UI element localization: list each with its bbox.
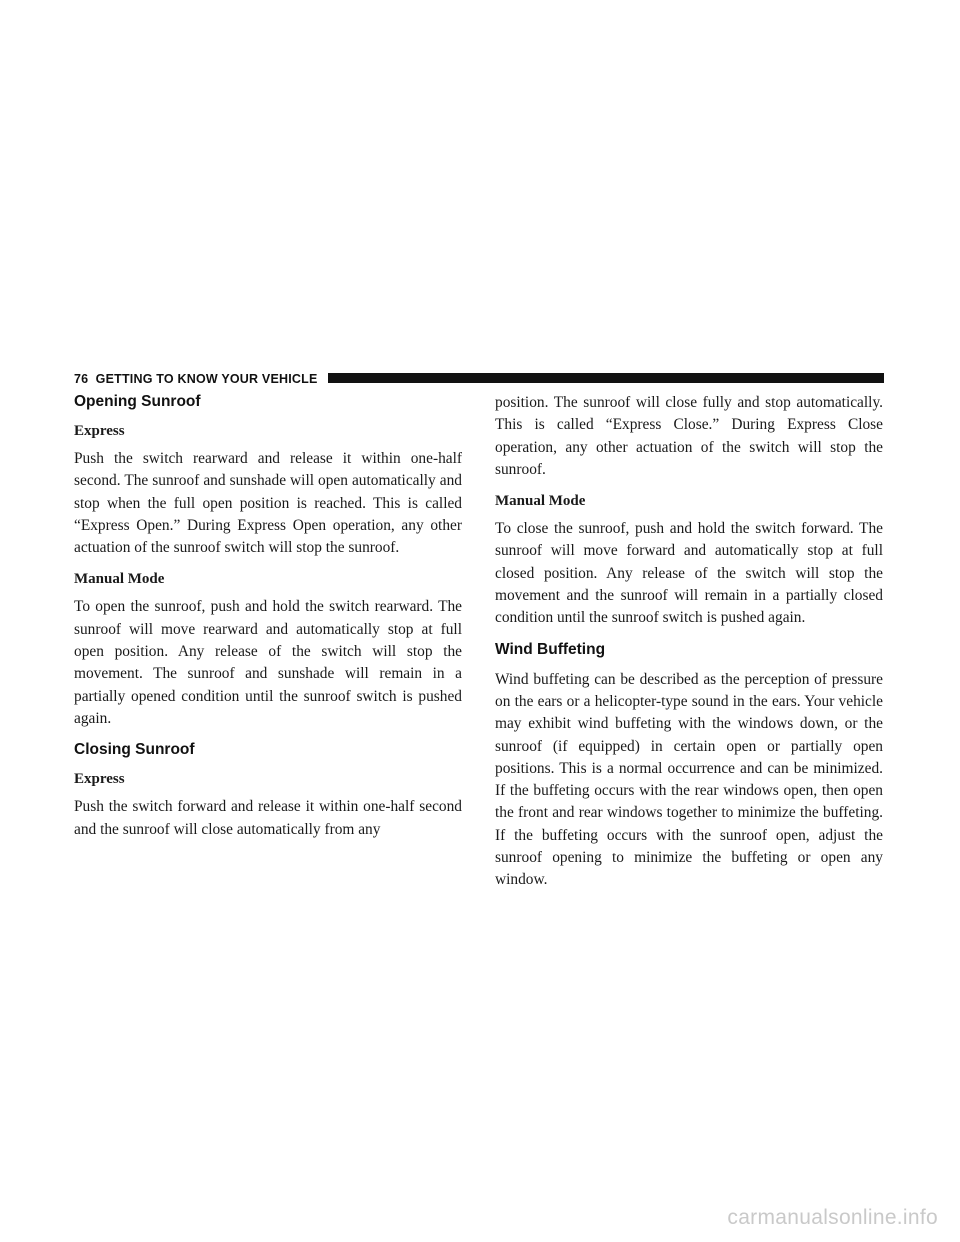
closing-express-text-start: Push the switch forward and release it within one-half second and the sunroof will close automatically from any — [74, 798, 462, 838]
opening-express-label: Express — [74, 423, 125, 439]
closing-express-label: Express — [74, 771, 125, 788]
page-number: 76 — [74, 372, 89, 386]
opening-manual-label: Manual Mode — [74, 571, 165, 588]
header-section-title: GETTING TO KNOW YOUR VEHICLE — [95, 372, 318, 386]
opening-sunroof-heading: Opening Sunroof — [74, 393, 201, 410]
opening-manual-text: To open the sunroof, push and hold the switch rearward. The sunroof will move rearward and automatically stop at full open position. Any release of the switch will stop the movement. The sunroof and sunshade will remain in a partially opened condition until the sunroof switch is pushed again. — [74, 598, 462, 727]
closing-manual-label: Manual Mode — [495, 493, 586, 510]
wind-buffeting-text: Wind buffeting can be described as the perception of pressure on the ears or a helicopter-type sound in the ears. Your vehicle may exhibit wind buffeting with the windows down, or the sunroof (if equipped) in certain open or partially open positions. This is a normal occurrence and can be minimized. If the buffeting occurs with the rear windows open, then open the front and rear windows together to minimize the buffeting. If the buffeting occurs with the sunroof open, adjust the sunroof opening to minimize the buffeting or open any window. — [495, 670, 883, 889]
header-rule — [328, 373, 884, 383]
wind-buffeting-heading: Wind Buffeting — [495, 640, 606, 658]
footer-watermark: carmanualsonline.info — [727, 1206, 938, 1229]
opening-express-text: Push the switch rearward and release it within one-half second. The sunroof and sunshade will open automatically and stop when the full open position is reached. This is called “Express Open.” During Express Open operation, any other actuation of the sunroof switch will stop the sunroof. — [74, 450, 462, 557]
closing-sunroof-heading: Closing Sunroof — [74, 741, 195, 759]
header-text — [74, 372, 318, 386]
page-header — [74, 372, 884, 386]
right-column — [495, 392, 883, 902]
closing-manual-text: To close the sunroof, push and hold the switch forward. The sunroof will move forward and automatically stop at full closed position. Any release of the switch will stop the movement and the sunroof will remain in a partially closed condition until the sunroof switch is pushed again. — [495, 520, 883, 627]
left-column — [74, 392, 462, 851]
closing-express-text-end: position. The sunroof will close fully and stop automatically. This is called “Express Close.” During Express Close operation, any other actuation of the switch will stop the sunroof. — [495, 394, 883, 478]
